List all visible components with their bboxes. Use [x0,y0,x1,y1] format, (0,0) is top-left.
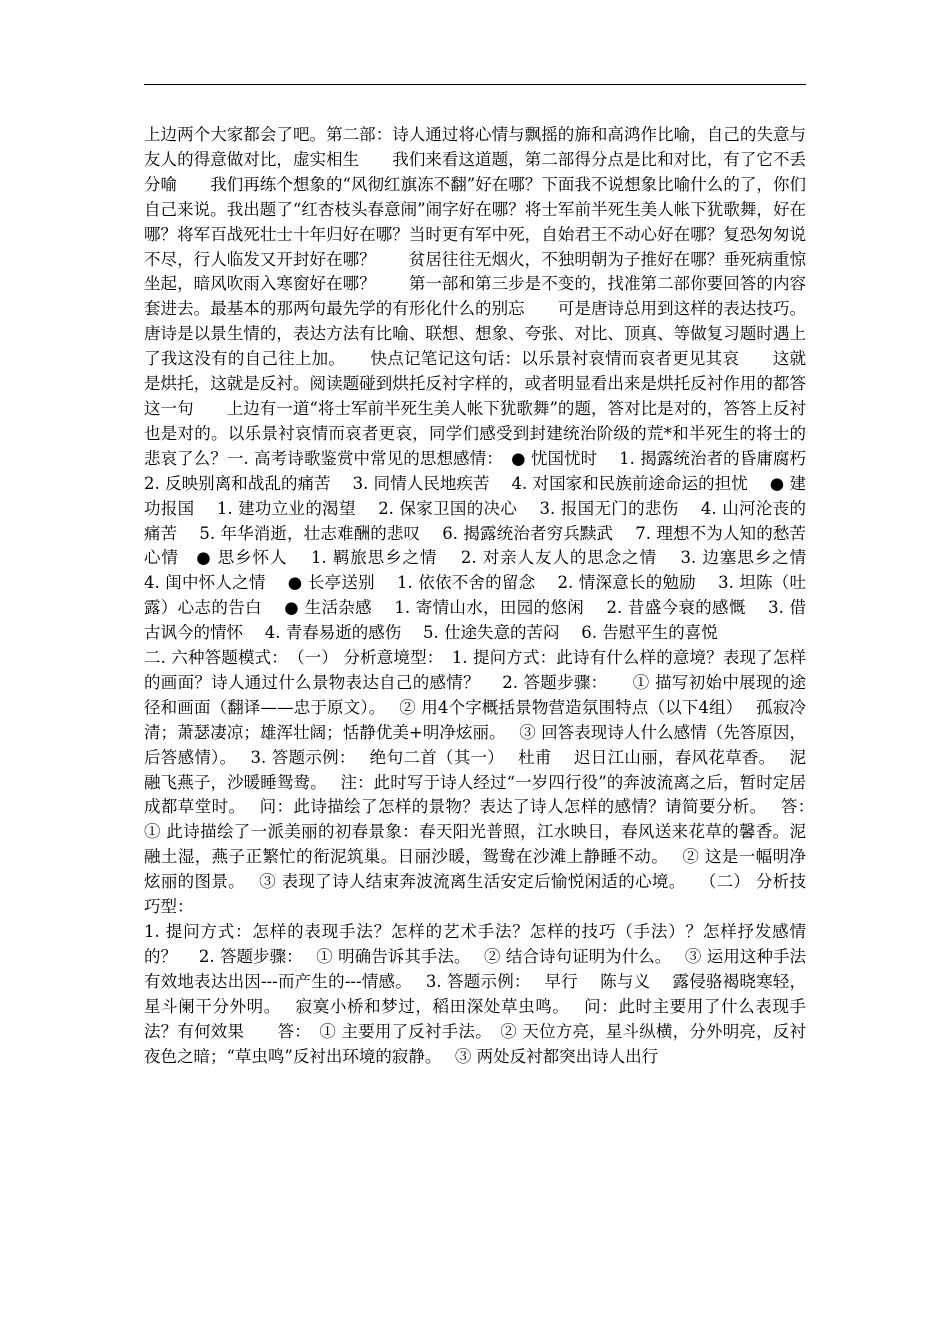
header-rule [144,84,806,85]
document-body-text: 上边两个大家都会了吧。第二部：诗人通过将心情与飘摇的旆和高鸿作比喻，自己的失意与友人的得意做对比，虚实相生 我们来看这道题，第二部得分点是比和对比，有了它不丢分喻 我们再练个想象的“风彻红旗冻不翻”好在哪？下面我不说想象比喻什么的了，你们自己来说。我出题了“红杏枝头春意闹”闹字好在哪？将士军前半死生美人帐下犹歌舞，好在哪？将军百战死壮士十年归好在哪？当时更有军中死，自始君王不动心好在哪？复恐匆匆说不尽，行人临发又开封好在哪？ 贫居往往无烟火，不独明朝为子推好在哪？垂死病重惊坐起，暗风吹雨入寒窗好在哪？ 第一部和第三步是不变的，找准第二部你要回答的内容套进去。最基本的那两句最先学的有形化什么的别忘 可是唐诗总用到这样的表达技巧。唐诗是以景生情的，表达方法有比喻、联想、想象、夸张、对比、顶真、等做复习题时遇上了我这没有的自己往上加。 快点记笔记这句话：以乐景衬哀情而哀者更见其哀 这就是烘托，这就是反衬。阅读题碰到烘托反衬字样的，或者明显看出来是烘托反衬作用的都答这一句 上边有一道“将士军前半死生美人帐下犹歌舞”的题，答对比是对的，答答上反衬也是对的。以乐景衬哀情而哀者更哀，同学们感受到封建统治阶级的荒*和半死生的将士的悲哀了么？一. 高考诗歌鉴赏中常见的思想感情： ● 忧国忧时 1. 揭露统治者的昏庸腐朽 2. 反映别离和战乱的痛苦 3. 同情人民地疾苦 4. 对国家和民族前途命运的担忧 ● 建功报国 1. 建功立业的渴望 2. 保家卫国的决心 3. 报国无门的悲伤 4. 山河沦丧的痛苦 5. 年华消逝，壮志难酬的悲叹 6. 揭露统治者穷兵黩武 7. 理想不为人知的愁苦心情 ● 思乡怀人 1. 羁旅思乡之情 2. 对亲人友人的思念之情 3. 边塞思乡之情 4. 闺中怀人之情 ● 长亭送别 1. 依依不舍的留念 2. 情深意长的勉励 3. 坦陈（吐露）心志的告白 ● 生活杂感 1. 寄情山水，田园的悠闲 2. 昔盛今衰的感慨 3. 借古讽今的情怀 4. 青春易逝的感伤 5. 仕途失意的苦闷 6. 告慰平生的喜悦 二. 六种答题模式： （一） 分析意境型： 1. 提问方式：此诗有什么样的意境？表现了怎样的画面？诗人通过什么景物表达自己的感情？ 2. 答题步骤： ① 描写初始中展现的途径和画面（翻译——忠于原文）。 ② 用4个字概括景物营造氛围特点（以下4组） 孤寂冷清；萧瑟凄凉；雄浑壮阔；恬静优美+明净炫丽。 ③ 回答表现诗人什么感情（先答原因，后答感情）。 3. 答题示例： 绝句二首（其一） 杜甫 迟日江山丽，春风花草香。 泥融飞燕子，沙暖睡鸳鸯。 注：此时写于诗人经过“一岁四行役”的奔波流离之后，暂时定居成都草堂时。 问：此诗描绘了怎样的景物？表达了诗人怎样的感情？请简要分析。 答： ① 此诗描绘了一派美丽的初春景象：春天阳光普照，江水映日，春风送来花草的馨香。泥融土湿，燕子正繁忙的衔泥筑巢。日丽沙暖，鸳鸯在沙滩上静睡不动。 ② 这是一幅明净炫丽的图景。 ③ 表现了诗人结束奔波流离生活安定后愉悦闲适的心境。 （二） 分析技巧型： 1. 提问方式：怎样的表现手法？怎样的艺术手法？怎样的技巧（手法）？怎样抒发感情的？ 2. 答题步骤： ① 明确告诉其手法。 ② 结合诗句证明为什么。 ③ 运用这种手法有效地表达出因---而产生的---情感。 3. 答题示例： 早行 陈与义 露侵骆褐晓寒轻，星斗阑干分外明。 寂寞小桥和梦过，稻田深处草虫鸣。 问：此时主要用了什么表现手法？有何效果 答： ① 主要用了反衬手法。 ② 天位方亮，星斗纵横，分外明亮，反衬夜色之暗；“草虫鸣”反衬出环境的寂静。 ③ 两处反衬都突出诗人出行 [144,125,806,1066]
